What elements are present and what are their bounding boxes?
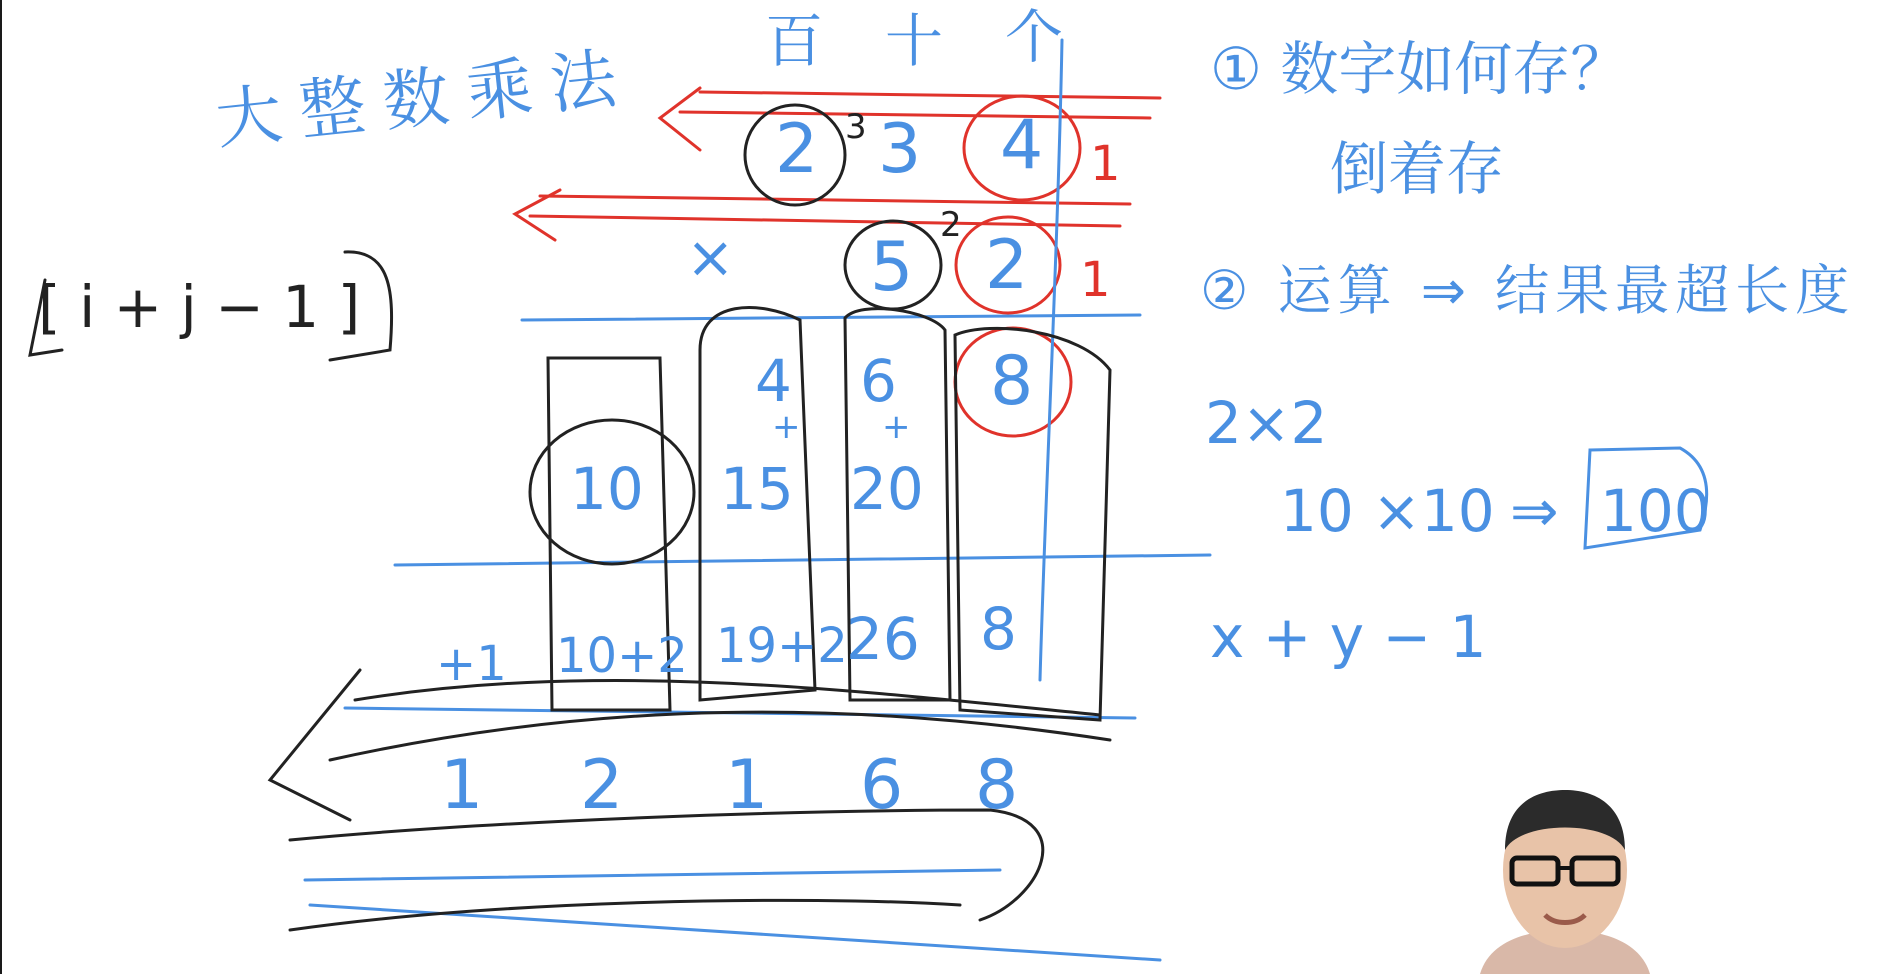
- note-answer-1: 倒着存: [1330, 135, 1505, 203]
- note-question-2: ② 运算 ⇒ 结果最超长度: [1200, 259, 1856, 322]
- result-digit-3: 1: [725, 746, 769, 825]
- top-digit-tens: 3: [878, 110, 922, 189]
- note-example-3: x + y − 1: [1210, 603, 1487, 671]
- sum-hundreds: 19+2: [716, 618, 848, 674]
- header-hundreds: 百: [765, 7, 824, 75]
- black-arrow-head: [270, 670, 360, 820]
- note-arrow: ⇒: [1510, 477, 1559, 545]
- second-digit-tens: 5: [870, 228, 914, 307]
- title-text: 大整数乘法: [212, 38, 638, 159]
- red-arrow-head-1: [660, 88, 700, 150]
- note-example-2-result: 100: [1600, 477, 1711, 545]
- plus-sign-b: +: [882, 407, 911, 447]
- presenter-avatar: [1450, 780, 1680, 974]
- note-example-1: 2×2: [1205, 389, 1328, 457]
- red-arrows: [515, 88, 1160, 436]
- carry-mark-mid: 2: [940, 205, 962, 245]
- plus-one-label: +1: [436, 636, 507, 692]
- result-digit-4: 6: [860, 746, 904, 825]
- carry-mark-side-1: 1: [1090, 136, 1121, 192]
- sum-tens: 26: [846, 605, 920, 673]
- note-example-2: 10 ×10: [1280, 477, 1495, 545]
- blue-divider: [1040, 40, 1062, 680]
- second-digit-ones: 2: [985, 226, 1029, 305]
- plus-sign-a: +: [772, 407, 801, 447]
- sum-ones: 8: [980, 595, 1017, 663]
- presenter-webcam: [1450, 780, 1680, 974]
- index-formula: [ i + j − 1 ]: [38, 273, 361, 341]
- partial2-tens: 20: [850, 455, 924, 523]
- partial1-hundreds: 4: [755, 347, 792, 415]
- header-ones: 个: [1005, 3, 1064, 71]
- result-digit-2: 2: [580, 746, 624, 825]
- blue-rule-4: [305, 870, 1000, 880]
- red-arrow-line-1: [700, 92, 1160, 98]
- top-digit-hundreds: 2: [775, 110, 819, 189]
- result-digit-5: 8: [975, 746, 1019, 825]
- blue-rule-2: [395, 555, 1210, 565]
- top-digit-ones: 4: [1000, 106, 1044, 185]
- sum-thousands: 10+2: [556, 628, 688, 684]
- note-question-1: ① 数字如何存？: [1210, 35, 1629, 103]
- partial2-thousands: 10: [570, 455, 644, 523]
- carry-mark-top: 3: [845, 107, 867, 147]
- partial1-tens: 6: [860, 347, 897, 415]
- times-sign: ×: [686, 223, 735, 291]
- partial1-ones: 8: [990, 342, 1034, 421]
- header-tens: 十: [885, 7, 944, 75]
- partial2-hundreds: 15: [720, 455, 794, 523]
- blue-rule-1: [522, 315, 1140, 320]
- result-digit-1: 1: [440, 746, 484, 825]
- carry-mark-side-2: 1: [1080, 252, 1111, 308]
